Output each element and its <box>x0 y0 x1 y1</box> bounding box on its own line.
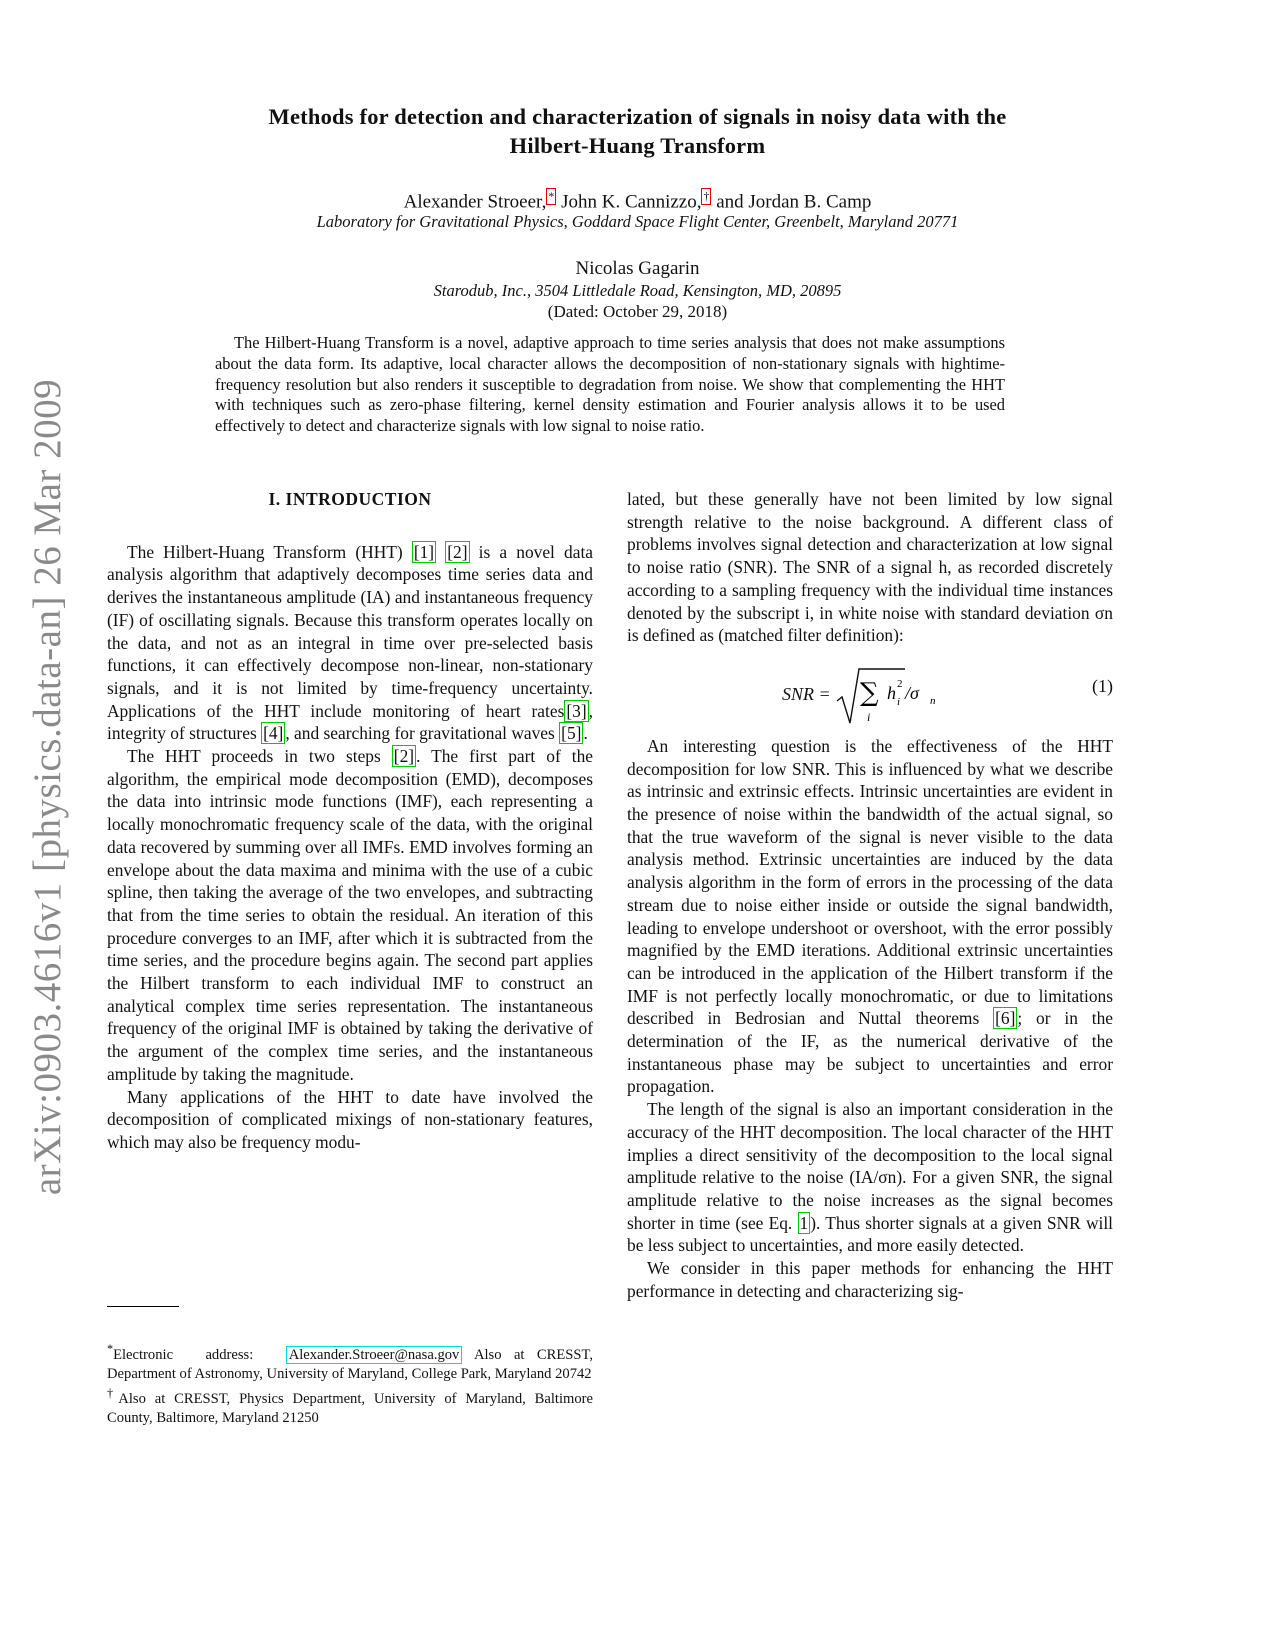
paragraph <box>107 745 593 1086</box>
footnote-link[interactable]: † <box>703 189 710 203</box>
citation-link[interactable]: [2] <box>447 541 468 562</box>
author-list <box>0 188 1275 213</box>
affiliation: Starodub, Inc., 3504 Littledale Road, Kensington, MD, 20895 <box>433 281 842 300</box>
title-line-2: Hilbert-Huang Transform <box>509 133 766 158</box>
paragraph-text: The Hilbert-Huang Transform (HHT) <box>127 541 412 562</box>
footnote-1: *Electronic address: Alexander.Stroeer@nasa.gov Also at CRESST, Department of Astronomy, University of Maryland, College Park, Maryland 20742 <box>107 1342 593 1382</box>
citation-link[interactable]: [1] <box>413 541 435 562</box>
paragraph-text <box>436 542 445 562</box>
paragraph <box>627 1257 1113 1302</box>
paragraph-text: ). Thus shorter signals at a given SNR will be less subject to uncertainties, and more easily detected. <box>627 1212 1113 1256</box>
paragraph-text: , and searching for gravitational waves <box>285 723 560 744</box>
citation-link[interactable]: [2] <box>393 746 415 767</box>
paragraph-text: We consider in this paper methods for enhancing the HHT performance in detecting and characterizing sig- <box>627 1258 1113 1301</box>
right-column <box>627 488 1113 1303</box>
citation-link[interactable]: [4] <box>263 723 284 744</box>
svg-text:i: i <box>897 695 901 708</box>
left-column <box>107 488 593 1154</box>
svg-text:i: i <box>867 709 871 724</box>
footnote-rule <box>107 1306 179 1307</box>
paragraph-text: lated, but these generally have not been limited by low signal strength relative to the noise background. A different class of problems involves signal detection and characterization at low signal to noise ratio (SNR). The SNR of a signal h, as recorded discretely according to a sampling frequency with the individual time instances denoted by the subscript i, in white noise with standard deviation σn is defined as (matched filter definition): <box>627 489 1113 646</box>
paragraph <box>107 1086 593 1154</box>
equation-number: (1) <box>1092 675 1113 696</box>
svg-text:h: h <box>887 682 897 703</box>
paragraph-text: An interesting question is the effectiveness of the HHT decomposition for low SNR. This is influenced by what we describe as intrinsic and extrinsic effects. Intrinsic uncertainties are evident in the presence of noise within the bandwidth of the actual signal, so that the true waveform of the signal is never visible to the data analysis method. Extrinsic uncertainties are induced by the data analysis algorithm in the form of errors in the processing of the data stream due to noise either inside or outside the signal bandwidth, leading to envelope undershoot or overshoot, with the error possibly magnified by the EMD iterations. Additional extrinsic uncertainties can be introduced in the application of the Hilbert transform if the IMF is not perfectly locally monochromatic, or due to limitations described in Bedrosian and Nuttal theorems <box>627 735 1113 1029</box>
paragraph-text: The HHT proceeds in two steps <box>127 746 392 767</box>
abstract: The Hilbert-Huang Transform is a novel, adaptive approach to time series analysis that does not make assumptions about the data form. Its adaptive, local character allows the decomposition of non-stationary signals with hightime-frequency resolution but also renders it susceptible to degradation from noise. We show that complementing the HHT with techniques such as zero-phase filtering, kernel density estimation and Fourier analysis allows it to be used effectively to detect and characterize signals with low signal to noise ratio. <box>215 333 1005 436</box>
section-heading: I. INTRODUCTION <box>268 489 432 509</box>
paragraph-text: ; or in the determination of the IF, as the numerical derivative of the instantaneous phase may be subject to uncertainties and error propagation. <box>627 1008 1113 1097</box>
footnote-link[interactable]: * <box>548 189 555 203</box>
sqrt-symbol <box>835 667 955 725</box>
citation-link[interactable]: [6] <box>995 1008 1016 1029</box>
paragraph-text: , integrity of structures <box>107 700 593 744</box>
svg-text:2: 2 <box>897 677 903 690</box>
paragraph <box>627 735 1113 1098</box>
eq-lhs: SNR = <box>782 684 831 705</box>
svg-text:/σ: /σ <box>905 682 920 703</box>
svg-text:n: n <box>930 694 936 707</box>
author-name: Nicolas Gagarin <box>575 258 700 279</box>
paragraph-text: The length of the signal is also an important consideration in the accuracy of the HHT decomposition. The local character of the HHT implies a direct sensitivity of the decomposition to the local signal amplitude relative to the noise (IA/σn). For a given SNR, the signal amplitude relative to the noise increases as the signal becomes shorter in time (see Eq. <box>627 1099 1113 1233</box>
paragraph-text: Many applications of the HHT to date have involved the decomposition of complicated mixings of non-stationary features, which may also be frequency modu- <box>107 1086 593 1152</box>
footnotes <box>107 1340 593 1428</box>
affiliation: Laboratory for Gravitational Physics, Goddard Space Flight Center, Greenbelt, Maryland 20771 <box>316 212 959 231</box>
citation-link[interactable]: [5] <box>561 723 582 744</box>
date-line: (Dated: October 29, 2018) <box>547 302 728 321</box>
title-line-1: Methods for detection and characterization of signals in noisy data with the <box>268 104 1007 129</box>
paragraph-text: . <box>583 723 588 744</box>
sum-symbol: ∑ <box>860 677 879 708</box>
paragraph <box>107 541 593 745</box>
author-name: and Jordan B. Camp <box>711 191 872 213</box>
citation-link[interactable]: 1 <box>799 1212 809 1233</box>
paragraph <box>627 1098 1113 1257</box>
paper-title <box>0 102 1275 160</box>
paragraph <box>627 488 1113 647</box>
paragraph-text: . The first part of the algorithm, the empirical mode decomposition (EMD), decomposes the data into intrinsic mode functions (IMF), each representing a locally monochromatic frequency scale of the data, with the original data recovered by summing over all IMFs. EMD involves forming an envelope about the data maxima and minima with the use of a cubic spline, then taking the average of the two envelopes, and subtracting that from the time series to obtain the residual. An iteration of this procedure converges to an IMF, after which it is subtracted from the time series, and the procedure begins again. The second part applies the Hilbert transform to each individual IMF to construct an analytical complex time series representation. The instantaneous frequency of the original IMF is obtained by taking the derivative of the argument of the complex time series, and the instantaneous amplitude by taking the magnitude. <box>107 746 594 1084</box>
author-name: Alexander Stroeer, <box>403 191 547 213</box>
paragraph-text: is a novel data analysis algorithm that adaptively decomposes time series data and derives the instantaneous amplitude (IA) and instantaneous frequency (IF) of oscillating signals. Because this transform operates locally on the data, and not as an integral in time over pre-selected basis functions, it can effectively decompose non-linear, non-stationary signals, and it is not limited by time-frequency uncertainty. Applications of the HHT include monitoring of heart rates <box>107 541 593 721</box>
author-name: John K. Cannizzo, <box>556 191 702 213</box>
arxiv-side-label: arXiv:0903.4616v1 [physics.data-an] 26 Mar 2009 <box>26 378 69 1196</box>
footnote-2: †Also at CRESST, Physics Department, University of Maryland, Baltimore County, Baltimore, Maryland 21250 <box>107 1385 594 1426</box>
equation-1 <box>627 647 1113 735</box>
email-link[interactable]: Alexander.Stroeer@nasa.gov <box>286 1346 463 1364</box>
citation-link[interactable]: [3] <box>566 700 587 721</box>
